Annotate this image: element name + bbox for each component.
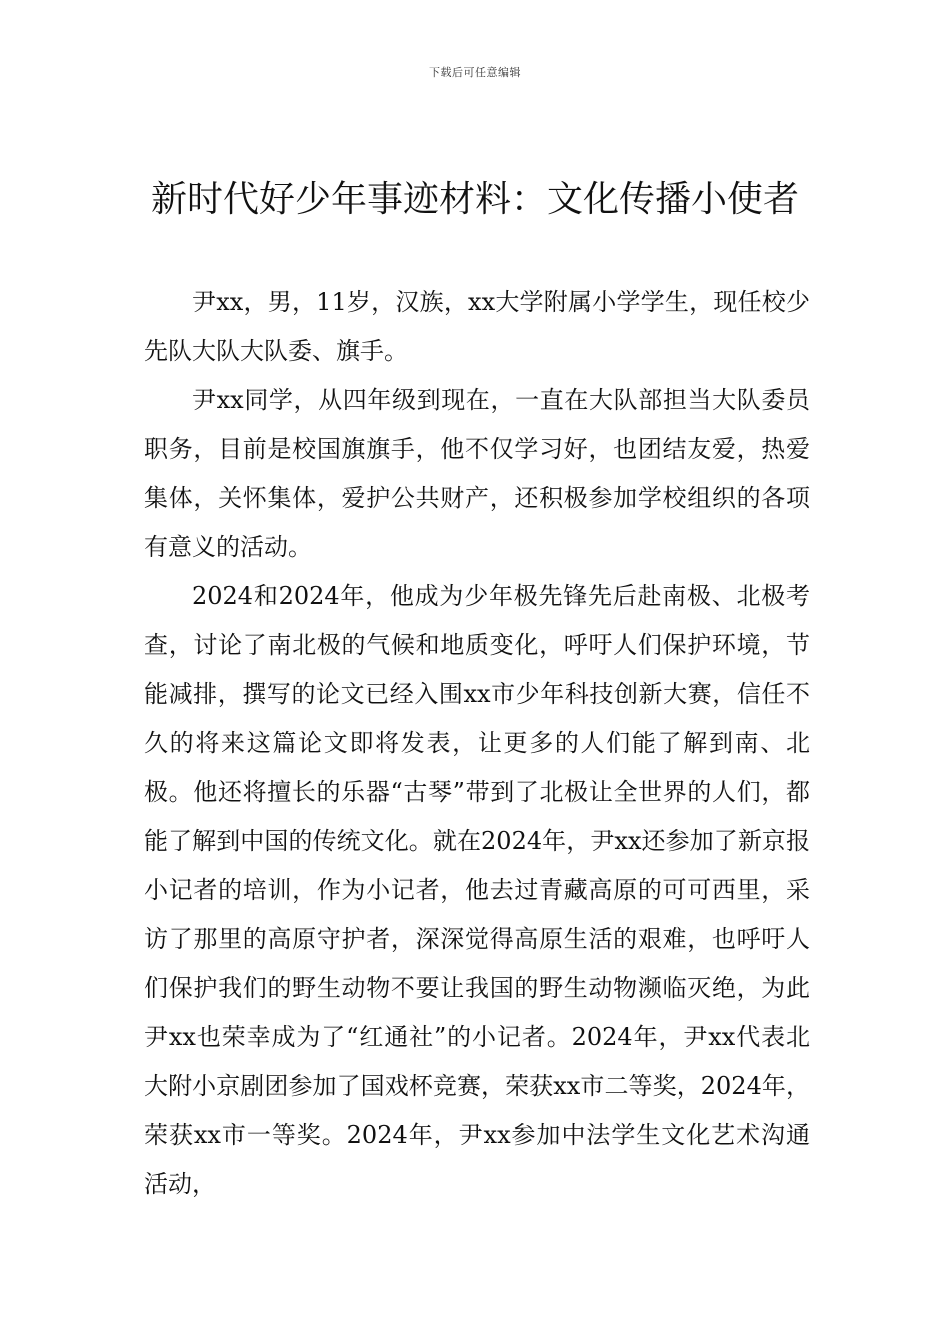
document-title: 新时代好少年事迹材料：文化传播小使者 <box>150 179 799 220</box>
paragraph-1: 尹xx，男，11岁，汉族，xx大学附属小学学生，现任校少先队大队大队委、旗手。 <box>144 288 810 365</box>
paragraph-2: 尹xx同学，从四年级到现在，一直在大队部担当大队委员职务，目前是校国旗旗手，他不仅学习好，也团结友爱，热爱集体，关怀集体，爱护公共财产，还积极参加学校组织的各项有意义的活动。 <box>144 386 810 561</box>
header-note: 下载后可任意编辑 <box>429 66 521 79</box>
paragraph-3: 2024和2024年，他成为少年极先锋先后赴南极、北极考查，讨论了南北极的气候和地质变化，呼吁人们保护环境，节能减排，撰写的论文已经入围xx市少年科技创新大赛，信任不久的将来这篇论文即将发表，让更多的人们能了解到南、北极。他还将擅长的乐器“古琴”带到了北极让全世界的人们，都能了解到中国的传统文化。就在2024年，尹xx还参加了新京报小记者的培训，作为小记者，他去过青藏高原的可可西里，采访了那里的高原守护者，深深觉得高原生活的艰难，也呼吁人们保护我们的野生动物不要让我国的野生动物濒临灭绝，为此尹xx也荣幸成为了“红通社”的小记者。2024年，尹xx代表北大附小京剧团参加了国戏杯竞赛，荣获xx市二等奖，2024年，荣获xx市一等奖。2024年，尹xx参加中法学生文化艺术沟通活动， <box>144 582 810 1198</box>
document-body <box>144 278 810 1209</box>
